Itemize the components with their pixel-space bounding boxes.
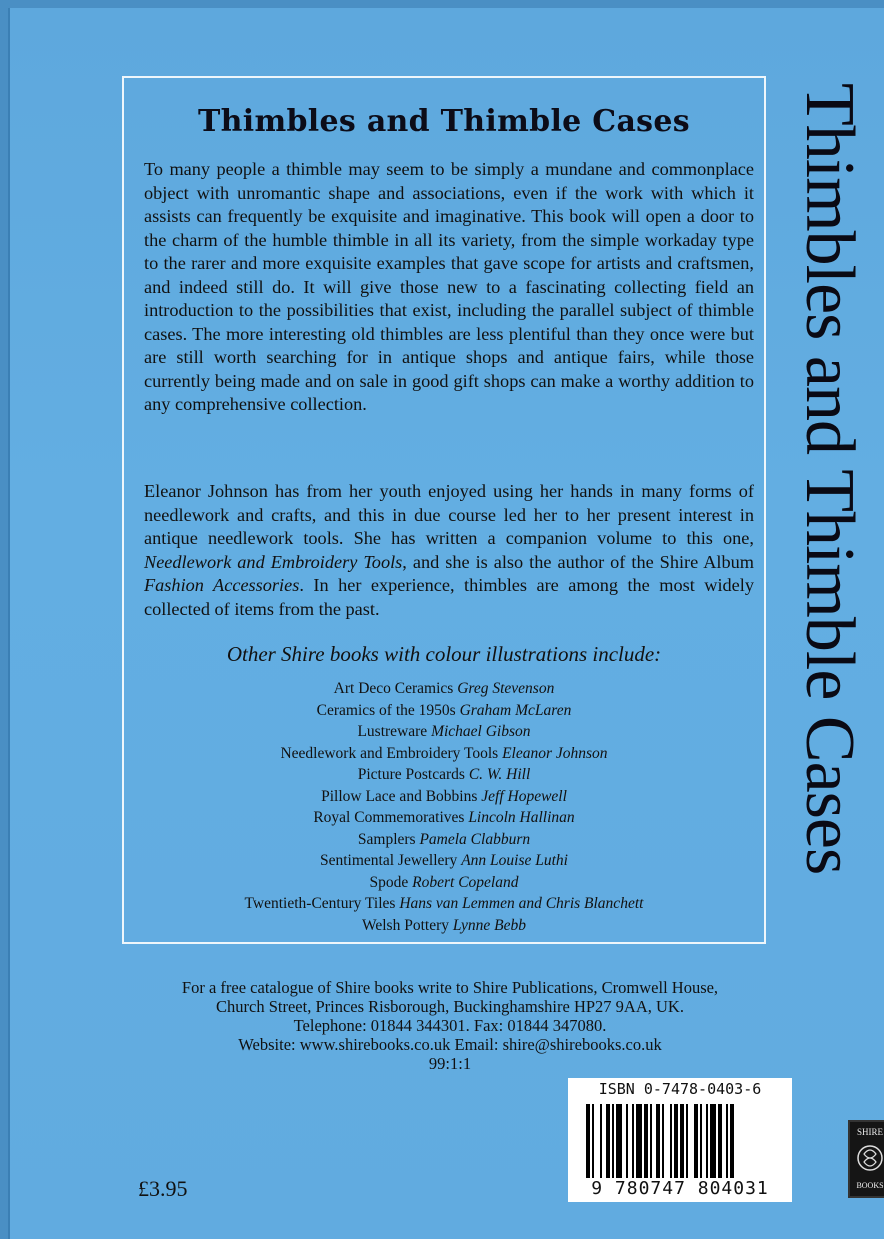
barcode-bar [644, 1104, 648, 1178]
book-list-author: Robert Copeland [412, 873, 519, 891]
other-books-heading: Other Shire books with colour illustrations include: [226, 642, 662, 666]
book-list-author: Graham McLaren [459, 701, 572, 719]
book-title: Thimbles and Thimble Cases [198, 104, 690, 139]
book-list-author: C. W. Hill [468, 766, 531, 783]
barcode-bar [586, 1104, 590, 1178]
barcode-bar [700, 1104, 702, 1178]
author-bio-text-1: Eleanor Johnson has from her youth enjoyed using her hands in many forms of needlework and crafts, and this in due course led her to her present interest in antique needlework tools. She has written a companion volume to this one, [144, 481, 754, 548]
book-list-title: Twentieth-Century Tiles [244, 895, 396, 912]
book-list-title: Ceramics of the 1950s [316, 701, 456, 719]
author-bio [144, 480, 754, 621]
barcode-bar [612, 1104, 614, 1178]
list-item [124, 786, 764, 808]
book-list-title: Spode [369, 873, 409, 891]
spine-title-area [774, 83, 884, 983]
barcode-bar [662, 1104, 664, 1178]
author-bio-text-3: . In her experience, thimbles are among the most widely collected of items from the past. [144, 575, 755, 619]
catalogue-code: 99:1:1 [428, 1054, 472, 1073]
book-back-cover [8, 8, 884, 1239]
book-list-author: Lynne Bebb [452, 916, 527, 934]
catalogue-line: Telephone: 01844 344301. Fax: 01844 347080. [293, 1016, 607, 1035]
list-item [124, 915, 764, 937]
list-item [124, 829, 764, 851]
book-list-author: Hans van Lemmen and Chris Blanchett [399, 895, 644, 912]
barcode-bar [656, 1104, 660, 1178]
barcode-bar [626, 1104, 628, 1178]
companion-title: Needlework and Embroidery Tools [144, 551, 403, 572]
barcode-bar [726, 1104, 728, 1178]
other-books-list [124, 678, 764, 936]
list-item [124, 807, 764, 829]
book-list-author: Ann Louise Luthi [461, 852, 568, 869]
book-list-author: Lincoln Hallinan [468, 809, 575, 826]
list-item [124, 893, 764, 915]
barcode-bar [636, 1104, 642, 1178]
barcode-bar [650, 1104, 652, 1178]
book-list-title: Picture Postcards [357, 766, 465, 783]
book-list-author: Jeff Hopewell [481, 787, 567, 805]
book-list-author: Eleanor Johnson [502, 744, 608, 762]
description-paragraph: To many people a thimble may seem to be simply a mundane and commonplace object with unromantic shape and associations, even if the work with which it assists can frequently be exquisite and imaginative. This book will open a door to the charm of the humble thimble in all its variety, from the simple workaday type to the rarer and more exquisite examples that gave scope for artists and craftsmen, and indeed still do. It will give those new to a fascinating collecting field an introduction to the possibilities that exist, including the parallel subject of thimble cases. The more interesting old thimbles are less plentiful than they once were but are still worth searching for in antique shops and antique fairs, while those currently being made and on sale in good gift shops can make a worthy addition to any comprehensive collection. [144, 159, 754, 414]
list-item [124, 678, 764, 700]
catalogue-line: For a free catalogue of Shire books write to Shire Publications, Cromwell House, [181, 978, 719, 997]
barcode-bar [606, 1104, 610, 1178]
catalogue-info [130, 978, 770, 1073]
barcode-bar [730, 1104, 734, 1178]
book-list-title: Welsh Pottery [361, 916, 449, 934]
barcode-bar [632, 1104, 634, 1178]
barcode-bar [694, 1104, 698, 1178]
barcode-label [568, 1078, 792, 1202]
spine-title: Thimbles and Thimble Cases [791, 83, 868, 875]
ean-number: 9 780747 804031 [591, 1178, 769, 1199]
barcode-bar [600, 1104, 602, 1178]
list-item [124, 850, 764, 872]
isbn-text: ISBN 0-7478-0403-6 [598, 1080, 762, 1098]
barcode-bar [706, 1104, 708, 1178]
book-list-author: Michael Gibson [431, 723, 531, 740]
album-title: Fashion Accessories [144, 575, 300, 595]
book-list-author: Pamela Clabburn [419, 830, 531, 848]
barcode-bar [718, 1104, 722, 1178]
list-item [124, 764, 764, 786]
catalogue-line: Website: www.shirebooks.co.uk Email: shire@shirebooks.co.uk [238, 1035, 662, 1054]
book-list-title: Samplers [357, 830, 416, 848]
barcode-bar [592, 1104, 594, 1178]
book-list-title: Needlework and Embroidery Tools [280, 744, 499, 762]
list-item [124, 700, 764, 722]
book-list-title: Pillow Lace and Bobbins [321, 787, 478, 805]
barcode-bar [680, 1104, 684, 1178]
logo-bottom-text: BOOKS [856, 1181, 884, 1190]
author-bio-text-2: , and she is also the author of the Shire Album [402, 551, 755, 572]
publisher-logo [848, 1120, 884, 1198]
catalogue-line: Church Street, Princes Risborough, Buckinghamshire HP27 9AA, UK. [216, 997, 684, 1016]
book-list-title: Art Deco Ceramics [333, 680, 454, 697]
barcode-bar [616, 1104, 622, 1178]
list-item [124, 872, 764, 894]
price: £3.95 [138, 1176, 188, 1201]
list-item [124, 721, 764, 743]
book-list-author: Greg Stevenson [457, 680, 555, 697]
barcode-bar [710, 1104, 716, 1178]
book-list-title: Sentimental Jewellery [320, 852, 458, 869]
barcode-bar [674, 1104, 678, 1178]
logo-top-text: SHIRE [856, 1127, 884, 1137]
barcode-bar [686, 1104, 688, 1178]
barcode-bar [670, 1104, 672, 1178]
shire-books-logo-icon [850, 1122, 884, 1196]
book-list-title: Lustreware [357, 723, 428, 740]
barcode-icon [586, 1104, 778, 1182]
list-item [124, 743, 764, 765]
book-list-title: Royal Commemoratives [313, 809, 465, 826]
description-panel [122, 76, 766, 944]
